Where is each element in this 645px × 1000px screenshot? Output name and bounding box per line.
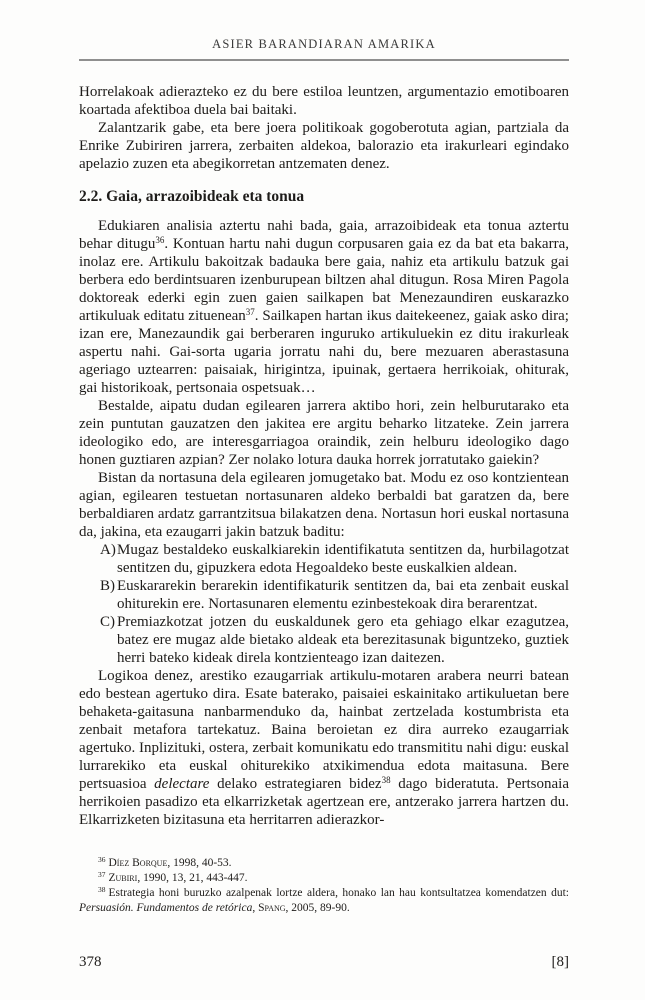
footnote-36 [79, 856, 569, 871]
footnotes-block [79, 856, 569, 916]
footnote-reference-38: 38 [381, 775, 391, 785]
list-item-text: Euskararekin berarekin identifikaturik sentitzen da, bai eta zenbait euskal ohiturekin ere. Nortasunaren elementu ezinbestekoak dira berarentzat. [117, 578, 569, 612]
list-label: A) [100, 542, 116, 558]
paragraph-text: dago bideratuta. Pertsonaia herrikoien pasadizo eta elkarrizketak agertzean ere, antzerako jarrera hartzen du. Elkarrizketen bizitasuna eta herritarren adierazkor- [79, 776, 569, 828]
footnote-text: , 2005, 89-90. [285, 902, 350, 914]
paragraph: Bistan da nortasuna dela egilearen jomugetako bat. Modu ez oso kontzientean agian, egilearen testuetan nortasunaren aldeko berbaldi bat garatzen da, bere berbaldiaren ardatz garrantzitsua bilakatzen dena. Nortasun hori euskal nortasuna da, jakina, eta ezaugarri jakin batzuk baditu: [79, 470, 569, 540]
latin-term: delectare [154, 776, 210, 792]
list-item-c [79, 613, 569, 667]
list-label: C) [100, 614, 115, 630]
text-block [79, 0, 569, 916]
footnote-reference-37: 37 [245, 307, 255, 317]
paragraph-text: Logikoa denez, arestiko ezaugarriak artikulu-motaren arabera neurri batean edo bestean agertuko dira. Esate baterako, paisaiei eskainitako artikuluetan bere behaketa-gaitasuna nanbarmenduko da, hainbat zertzelada kostumbrista eta zenbait metafora tartekatuz. Baina beroietan ez dira aurreko ezaugarriak agertuko. Inplizituki, ostera, zerbait komunikatu edo transmititu nahi digu: euskal lurrarekiko eta euskal ohiturekiko atxikimendua edota maitasuna. Bere pertsuasioa [79, 668, 569, 792]
paragraph [79, 667, 569, 829]
paragraph-text: . Kontuan hartu nahi dugun corpusaren gaia ez da bat eta bakarra, inolaz ere. Artikulu bakoitzak badauka bere gaia, nahiz eta artikulu batzuk gai berbera edo berdintsuaren izenburupean biltzen ahal ditugun. Rosa Miren Pagola doktoreak ederki egin zuen gaien sailkapen bat Menezaundiren euskarazko artikuluak editatu zituenean [79, 236, 569, 324]
list-item-text: Mugaz bestaldeko euskalkiarekin identifikatuta sentitzen da, hurbilagotzat sentitzen du, gipuzkera edota Hegoaldeko beste euskalkien aldean. [117, 542, 569, 576]
paragraph: Zalantzarik gabe, eta bere joera politikoak gogoberotuta agian, partziala da Enrike Zubiriren jarrera, zerbaiten aldekoa, balorazio eta irakurleari egindako apelazio zuzen eta abegikorretan antzematen denez. [79, 120, 569, 172]
footnote-marker: 38 [98, 885, 106, 894]
paragraph: Horrelakoak adierazteko ez du bere estiloa leuntzen, argumentazio emotiboaren koartada afektiboa duela bai baitaki. [79, 84, 569, 118]
paragraph: Bestalde, aipatu dudan egilearen jarrera aktibo hori, zein helburutarako eta zein puntutan gauzatzen den jakitea ere argitu beharko litzateke. Zein jarrera ideologiko edo, are interesgarriagoa oraindik, zein helburu ideologiko dago honen guztiaren azpian? Zer nolako lotura dauka horrek jorratutako gaiekin? [79, 398, 569, 468]
cited-work-title: Persuasión. Fundamentos de retórica [79, 902, 253, 914]
paragraph-text: Edukiaren analisia aztertu nahi bada, gaia, arrazoibideak eta tonua aztertu behar ditugu [79, 218, 569, 252]
page-footer [79, 954, 569, 971]
footnote-marker: 37 [98, 870, 106, 879]
footnote-reference-36: 36 [155, 235, 165, 245]
list-item-a [79, 541, 569, 577]
body-text [79, 83, 569, 829]
footnote-author: Díez Borque [108, 857, 168, 869]
list-item-text: Premiazkotzat jotzen du euskaldunek gero eta gehiago elkar ezagutzea, batez ere mugaz alde bietako aldeak eta berezitasunak biguntzeko, guztiek herri bateko kideak direla kontzienteago izan daitezen. [117, 614, 569, 666]
list-item-b [79, 577, 569, 613]
footnote-author: Spang [258, 902, 286, 914]
issue-number: [8] [551, 954, 569, 970]
footnote-text: , 1998, 40-53. [167, 857, 232, 869]
list-label: B) [100, 578, 115, 594]
running-header: ASIER BARANDIARAN AMARIKA [212, 37, 436, 51]
footnote-author: Zubiri [108, 872, 138, 884]
footnote-37 [79, 871, 569, 886]
paragraph-text: delako estrategiaren bidez [209, 776, 382, 792]
paragraph [79, 217, 569, 397]
footnote-text: Estrategia honi buruzko azalpenak lortze aldera, honako lan hau kontsultatzea komendatzen dut: [108, 887, 569, 899]
footnote-text: , [252, 902, 259, 914]
footnote-38 [79, 886, 569, 916]
section-heading: 2.2. Gaia, arrazoibideak eta tonua [79, 188, 305, 205]
page-number: 378 [79, 954, 102, 970]
footnote-text: , 1990, 13, 21, 443-447. [137, 872, 248, 884]
paragraph-text: . Sailkapen hartan ikus daitekeenez, gaiak asko dira; izan ere, Manezaundik gai berberaren inguruko artikuluekin ez ditu irakurleak aspertu nahi. Gai-sorta ugaria jorratu nahi du, bere mezuaren aberastasuna ageriago uztearren: paisaiak, hirigintza, ipuinak, gertaera herrikoiak, ohiturak, gai historikoak, pertsonaia ospetsuak… [79, 308, 569, 396]
header-rule-divider [79, 59, 569, 61]
footnote-marker: 36 [98, 855, 106, 864]
